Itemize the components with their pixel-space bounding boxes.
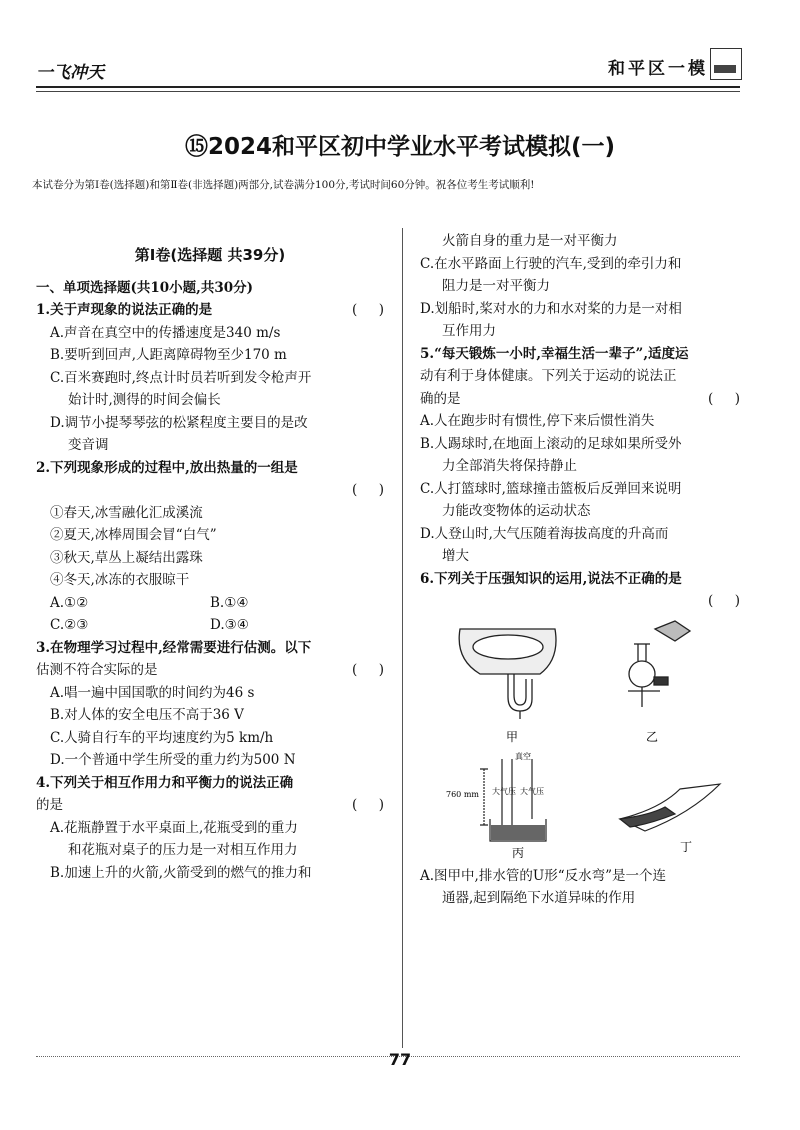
question-6: 6.下列关于压强知识的运用,说法不正确的是	[420, 570, 682, 587]
right-column	[420, 230, 740, 910]
option: B.对人体的安全电压不高于36 V	[50, 707, 244, 723]
option-cont: 互作用力	[442, 323, 496, 339]
option: C.百米赛跑时,终点计时员若听到发令枪声开	[50, 369, 312, 386]
option-cont: 和花瓶对桌子的压力是一对相互作用力	[68, 842, 298, 858]
column-divider	[402, 228, 403, 1048]
pressure-figure	[420, 619, 740, 859]
question-1: 1.关于声现象的说法正确的是 ( )	[36, 299, 384, 322]
option-cont: 阻力是一对平衡力	[442, 278, 550, 294]
option: B.人踢球时,在地面上滚动的足球如果所受外	[420, 435, 682, 452]
option: A.图甲中,排水管的U形“反水弯”是一个连	[420, 867, 667, 884]
page-number: 77	[388, 1050, 412, 1069]
header-brand: 一飞冲天	[36, 63, 104, 83]
answer-blank: ( )	[352, 662, 384, 678]
option: C.②③	[50, 617, 89, 633]
label-760mm: 760 mm	[446, 789, 479, 799]
pressure-figure-svg	[420, 619, 740, 859]
option: A.人在跑步时有惯性,停下来后惯性消失	[420, 413, 655, 429]
question-3: 3.在物理学习过程中,经常需要进行估测。以下	[36, 639, 312, 656]
option: D.一个普通中学生所受的重力约为500 N	[50, 752, 296, 768]
option: B.①④	[210, 594, 249, 611]
label-air-pressure-left: 大气压	[492, 786, 516, 796]
blade-illustration	[620, 784, 720, 831]
answer-blank: ( )	[708, 593, 740, 609]
question-cont: 动有利于身体健康。下列关于运动的说法正	[420, 368, 677, 384]
option-cont: 力全部消失将保持静止	[442, 458, 577, 474]
option: A.花瓶静置于水平桌面上,花瓶受到的重力	[50, 819, 298, 836]
option-cont: 力能改变物体的运动状态	[442, 503, 591, 519]
header-logo-icon	[710, 48, 742, 80]
option: D.③④	[210, 617, 249, 633]
statement: ③秋天,草丛上凝结出露珠	[50, 549, 203, 566]
statement: ①春天,冰雪融化汇成溪流	[50, 504, 203, 521]
answer-blank: ( )	[708, 390, 740, 407]
header-rule	[36, 86, 740, 88]
header-exam-name: 和平区一模	[608, 59, 708, 79]
question-cont: 确的是	[420, 390, 461, 407]
option: B.要听到回声,人距离障碍物至少170 m	[50, 347, 287, 363]
option: D.划船时,桨对水的力和水对桨的力是一对相	[420, 300, 682, 317]
question-2: 2.下列现象形成的过程中,放出热量的一组是	[36, 459, 298, 476]
label-bing: 丙	[512, 845, 525, 859]
option-cont: 始计时,测得的时间会偏长	[68, 392, 221, 408]
option: B.加速上升的火箭,火箭受到的燃气的推力和	[50, 864, 312, 881]
option: C.人打篮球时,篮球撞击篮板后反弹回来说明	[420, 480, 682, 497]
question-cont: 的是	[36, 797, 63, 813]
question-cont: 估测不符合实际的是	[36, 662, 158, 678]
label-air-pressure-right: 大气压	[520, 786, 544, 796]
page-title: ⑮2024和平区初中学业水平考试模拟(一)	[184, 134, 616, 160]
option: C.在水平路面上行驶的汽车,受到的牵引力和	[420, 255, 682, 272]
answer-blank: ( )	[352, 482, 384, 498]
question-4: 4.下列关于相互作用力和平衡力的说法正确	[36, 774, 294, 791]
flask-illustration	[628, 621, 690, 707]
option: D.调节小提琴琴弦的松紧程度主要目的是改	[50, 414, 308, 431]
option: C.人骑自行车的平均速度约为5 km/h	[50, 729, 274, 746]
section-heading: 第Ⅰ卷(选择题 共39分)	[134, 246, 286, 264]
option-cont: 变音调	[68, 437, 109, 453]
label-yi: 乙	[646, 729, 659, 744]
barometer-illustration	[480, 759, 546, 841]
option: A.①②	[50, 594, 89, 611]
option: A.声音在真空中的传播速度是340 m/s	[50, 324, 281, 341]
label-vacuum: 真空	[515, 751, 531, 761]
exam-instructions: 本试卷分为第Ⅰ卷(选择题)和第Ⅱ卷(非选择题)两部分,试卷满分100分,考试时间60分钟。祝各位考生考试顺利!	[32, 179, 535, 191]
sink-illustration	[459, 629, 556, 719]
part-heading: 一、单项选择题(共10小题,共30分)	[36, 279, 254, 296]
option-cont: 通器,起到隔绝下水道异味的作用	[442, 890, 636, 906]
statement: ②夏天,冰棒周围会冒“白气”	[50, 527, 217, 543]
option-cont: 火箭自身的重力是一对平衡力	[442, 233, 618, 249]
option-cont: 增大	[442, 548, 469, 564]
answer-blank: ( )	[352, 302, 384, 318]
label-ding: 丁	[680, 839, 693, 854]
answer-blank: ( )	[352, 797, 384, 813]
header-rule-thin	[36, 91, 740, 92]
option: D.人登山时,大气压随着海拔高度的升高而	[420, 525, 669, 542]
left-column	[36, 240, 384, 884]
question-5: 5.“每天锻炼一小时,幸福生活一辈子”,适度运	[420, 345, 689, 362]
statement: ④冬天,冰冻的衣服晾干	[50, 572, 190, 588]
option: A.唱一遍中国国歌的时间约为46 s	[50, 684, 255, 701]
label-jia: 甲	[506, 729, 519, 744]
